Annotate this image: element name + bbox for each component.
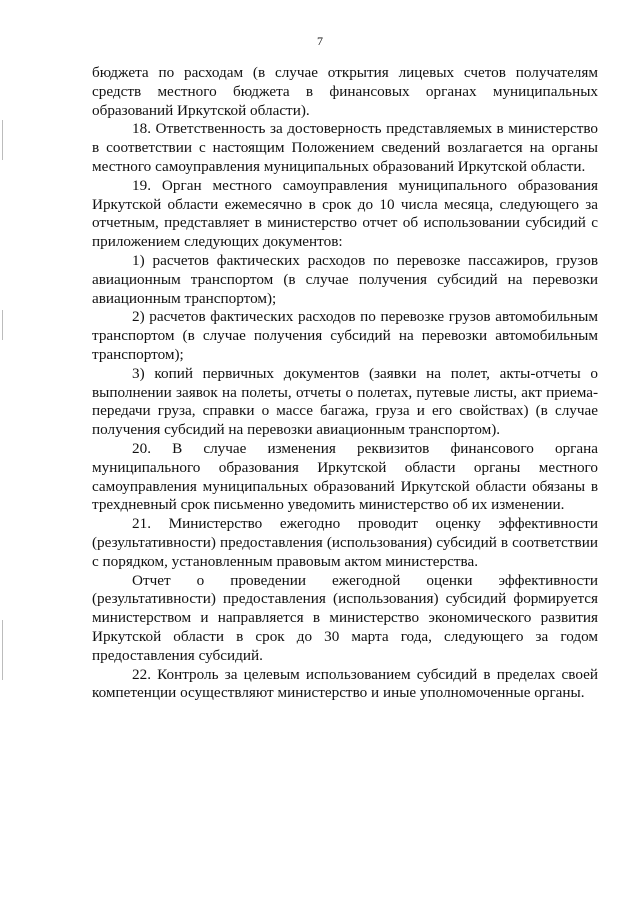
paragraph-continuation: бюджета по расходам (в случае открытия лицевых счетов получателям средств местного бюджета в финансовых органах муниципальных образований Иркутской области).: [92, 64, 598, 119]
paragraph-18: 18. Ответственность за достоверность представляемых в министерство в соответствии с настоящим Положением сведений возлагается на органы местного самоуправления муниципальных образований Иркутской области.: [92, 120, 598, 175]
paragraph-20: 20. В случае изменения реквизитов финансового органа муниципального образования Иркутской области органы местного самоуправления муниципальных образований Иркутской области обязаны в трехдневный срок письменно уведомить министерство об их изменении.: [92, 439, 598, 514]
paragraph-22: 22. Контроль за целевым использованием субсидий в пределах своей компетенции осуществляют министерство и иные уполномоченные органы.: [92, 665, 598, 702]
paragraph-19-item-3: 3) копий первичных документов (заявки на полет, акты-отчеты о выполнении заявок на полеты, отчеты о полетах, путевые листы, акт приема-передачи груза, справки о массе багажа, груза и его свойствах) (в случае получения субсидий на перевозки авиационным транспортом).: [92, 364, 598, 439]
paragraph-21: 21. Министерство ежегодно проводит оценку эффективности (результативности) предоставления (использования) субсидий в соответствии с порядком, установленным правовым актом министерства.: [92, 515, 598, 570]
scan-edge-mark: [2, 310, 3, 340]
scan-edge-mark: [2, 620, 3, 680]
paragraph-19: 19. Орган местного самоуправления муниципального образования Иркутской области ежемесячно в срок до 10 числа месяца, следующего за отчетным, представляет в министерство отчет об использовании субсидий с приложением следующих документов:: [92, 176, 598, 251]
paragraph-19-item-2: 2) расчетов фактических расходов по перевозке грузов автомобильным транспортом (в случае получения субсидий на перевозки автомобильным транспортом);: [92, 308, 598, 363]
document-body: [92, 64, 598, 703]
page-number: 7: [317, 34, 323, 48]
paragraph-21-report: Отчет о проведении ежегодной оценки эффективности (результативности) предоставления (использования) субсидий формируется министерством и направляется в министерство экономического развития Иркутской области в срок до 30 марта года, следующего за годом предоставления субсидий.: [92, 571, 598, 664]
paragraph-19-item-1: 1) расчетов фактических расходов по перевозке пассажиров, грузов авиационным транспортом (в случае получения субсидий на перевозки авиационным транспортом);: [92, 251, 598, 307]
scan-edge-mark: [2, 120, 3, 160]
